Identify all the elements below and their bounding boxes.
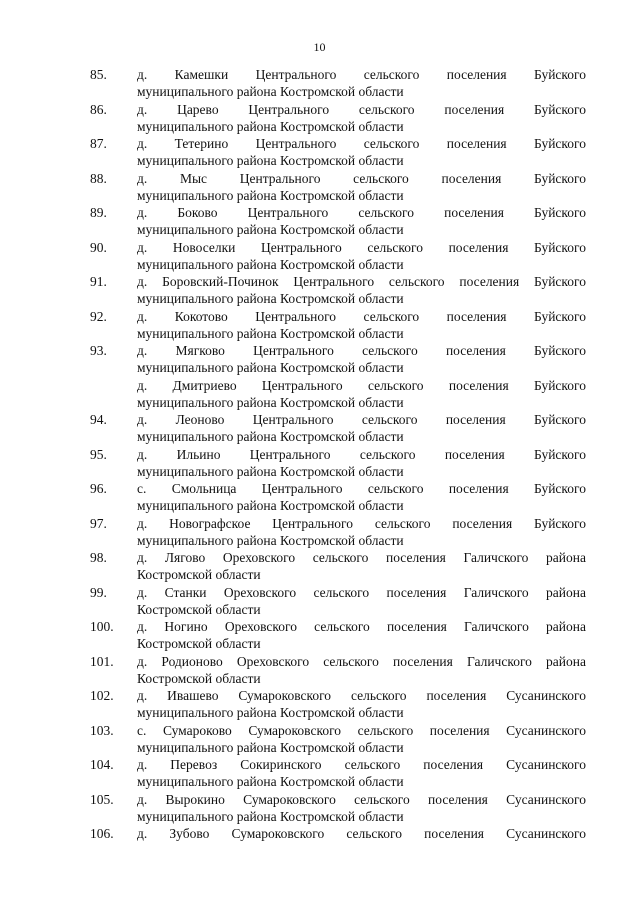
item-line-1: д. Леоново Центрального сельского поселения Буйского bbox=[137, 412, 586, 427]
item-line-2: муниципального района Костромской области bbox=[137, 429, 404, 444]
item-line-1: д. Новоселки Центрального сельского поселения Буйского bbox=[137, 239, 586, 255]
item-number: 97. bbox=[90, 515, 107, 531]
list-item bbox=[90, 722, 586, 757]
item-line-2: муниципального района Костромской области bbox=[137, 325, 404, 341]
item-number: 95. bbox=[90, 446, 107, 462]
item-line-2: муниципального района Костромской области bbox=[137, 84, 404, 99]
item-number: 96. bbox=[90, 481, 107, 496]
list-item bbox=[90, 135, 586, 170]
list-item bbox=[90, 446, 586, 481]
list-item bbox=[90, 584, 586, 619]
list-item bbox=[90, 239, 586, 274]
item-line-1: д. Дмитриево Центрального сельского поселения Буйского bbox=[137, 377, 586, 393]
item-line-1: д. Лягово Ореховского сельского поселения Галичского района bbox=[137, 550, 586, 565]
page-number: 10 bbox=[313, 40, 326, 54]
item-line-2: Костромской области bbox=[137, 636, 261, 651]
item-line-1: с. Сумароково Сумароковского сельского поселения Сусанинского bbox=[137, 722, 586, 738]
item-line-2: муниципального района Костромской области bbox=[137, 187, 404, 203]
item-text bbox=[137, 825, 586, 860]
settlement-list bbox=[90, 66, 586, 860]
item-line-1: д. Мыс Центрального сельского поселения Буйского bbox=[137, 170, 586, 186]
item-text bbox=[137, 756, 586, 791]
list-item bbox=[90, 342, 586, 377]
item-line-1: д. Родионово Ореховского сельского поселения Галичского района bbox=[137, 653, 586, 669]
list-item bbox=[90, 618, 586, 653]
item-line-1: д. Ивашево Сумароковского сельского поселения Сусанинского bbox=[137, 688, 586, 703]
item-number: 101. bbox=[90, 653, 114, 669]
list-item bbox=[90, 791, 586, 826]
list-item bbox=[90, 66, 586, 101]
item-number: 106. bbox=[90, 826, 114, 841]
item-text bbox=[137, 101, 586, 136]
item-line-1: д. Новографское Центрального сельского поселения Буйского bbox=[137, 515, 586, 531]
item-line-1: д. Тетерино Центрального сельского поселения Буйского bbox=[137, 136, 586, 151]
item-text bbox=[137, 584, 586, 619]
item-number: 102. bbox=[90, 688, 114, 703]
item-line-2: муниципального района Костромской области bbox=[137, 360, 404, 375]
list-item bbox=[90, 411, 586, 446]
item-line-1: д. Камешки Центрального сельского поселения Буйского bbox=[137, 67, 586, 82]
item-line-2: муниципального района Костромской области bbox=[137, 463, 404, 479]
item-text bbox=[137, 204, 586, 239]
item-number: 103. bbox=[90, 722, 114, 738]
item-line-1: д. Перевоз Сокиринского сельского поселения Сусанинского bbox=[137, 757, 586, 772]
item-number: 87. bbox=[90, 136, 107, 151]
item-line-2: муниципального района Костромской области bbox=[137, 739, 404, 755]
item-text bbox=[137, 653, 586, 688]
item-number: 100. bbox=[90, 619, 114, 634]
item-number: 90. bbox=[90, 239, 107, 255]
item-line-1: д. Зубово Сумароковского сельского поселения Сусанинского bbox=[137, 826, 586, 841]
list-item bbox=[90, 170, 586, 205]
item-line-1: д. Вырокино Сумароковского сельского поселения Сусанинского bbox=[137, 791, 586, 807]
list-item bbox=[90, 377, 586, 412]
item-number: 94. bbox=[90, 412, 107, 427]
item-number: 88. bbox=[90, 170, 107, 186]
item-text bbox=[137, 377, 586, 412]
item-number bbox=[90, 377, 137, 412]
item-text bbox=[137, 618, 586, 653]
item-text bbox=[137, 239, 586, 274]
item-line-2: муниципального района Костромской области bbox=[137, 705, 404, 720]
item-line-1: д. Станки Ореховского сельского поселения Галичского района bbox=[137, 584, 586, 600]
item-text bbox=[137, 446, 586, 481]
item-text bbox=[137, 411, 586, 446]
item-line-2: муниципального района Костромской области bbox=[137, 256, 404, 272]
item-line-2: муниципального района Костромской области bbox=[137, 222, 404, 237]
list-item bbox=[90, 101, 586, 136]
item-line-2: муниципального района Костромской области bbox=[137, 498, 404, 513]
item-line-1: д. Ногино Ореховского сельского поселения Галичского района bbox=[137, 619, 586, 634]
item-line-2: муниципального района Костромской области bbox=[137, 808, 404, 824]
item-line-2: муниципального района Костромской области bbox=[137, 291, 404, 306]
item-text bbox=[137, 135, 586, 170]
list-item bbox=[90, 204, 586, 239]
item-number: 99. bbox=[90, 584, 107, 600]
list-item bbox=[90, 308, 586, 343]
item-line-1: с. Смольница Центрального сельского поселения Буйского bbox=[137, 481, 586, 496]
item-number: 104. bbox=[90, 757, 114, 772]
list-item bbox=[90, 273, 586, 308]
item-number: 92. bbox=[90, 308, 107, 324]
item-line-1: д. Мягково Центрального сельского поселения Буйского bbox=[137, 343, 586, 358]
item-number: 105. bbox=[90, 791, 114, 807]
item-text bbox=[137, 273, 586, 308]
item-text bbox=[137, 549, 586, 584]
item-line-1: д. Царево Центрального сельского поселения Буйского bbox=[137, 101, 586, 117]
item-line-1: д. Боково Центрального сельского поселения Буйского bbox=[137, 205, 586, 220]
item-text bbox=[137, 791, 586, 826]
item-line-2: Костромской области bbox=[137, 601, 261, 617]
item-number: 93. bbox=[90, 343, 107, 358]
list-item bbox=[90, 687, 586, 722]
item-line-1: д. Ильино Центрального сельского поселения Буйского bbox=[137, 446, 586, 462]
list-item bbox=[90, 480, 586, 515]
item-number: 89. bbox=[90, 205, 107, 220]
item-line-2: муниципального района Костромской области bbox=[137, 394, 404, 410]
item-number: 98. bbox=[90, 550, 107, 565]
item-text bbox=[137, 480, 586, 515]
item-text bbox=[137, 308, 586, 343]
item-number: 85. bbox=[90, 67, 107, 82]
item-text bbox=[137, 687, 586, 722]
item-line-2: муниципального района Костромской области bbox=[137, 774, 404, 789]
list-item bbox=[90, 515, 586, 550]
list-item bbox=[90, 653, 586, 688]
list-item bbox=[90, 549, 586, 584]
list-item bbox=[90, 756, 586, 791]
item-number: 86. bbox=[90, 101, 107, 117]
item-text bbox=[137, 170, 586, 205]
item-line-2: муниципального района Костромской области bbox=[137, 153, 404, 168]
item-text bbox=[137, 515, 586, 550]
item-text bbox=[137, 722, 586, 757]
item-text bbox=[137, 66, 586, 101]
item-line-1: д. Кокотово Центрального сельского поселения Буйского bbox=[137, 308, 586, 324]
item-line-2: Костромской области bbox=[137, 567, 261, 582]
item-line-2: муниципального района Костромской области bbox=[137, 118, 404, 134]
item-text bbox=[137, 342, 586, 377]
item-number: 91. bbox=[90, 274, 107, 289]
item-line-2: муниципального района Костромской области bbox=[137, 532, 404, 548]
item-line-2: Костромской области bbox=[137, 670, 261, 686]
item-line-1: д. Боровский-Починок Центрального сельского поселения Буйского bbox=[137, 274, 586, 289]
list-item bbox=[90, 825, 586, 860]
